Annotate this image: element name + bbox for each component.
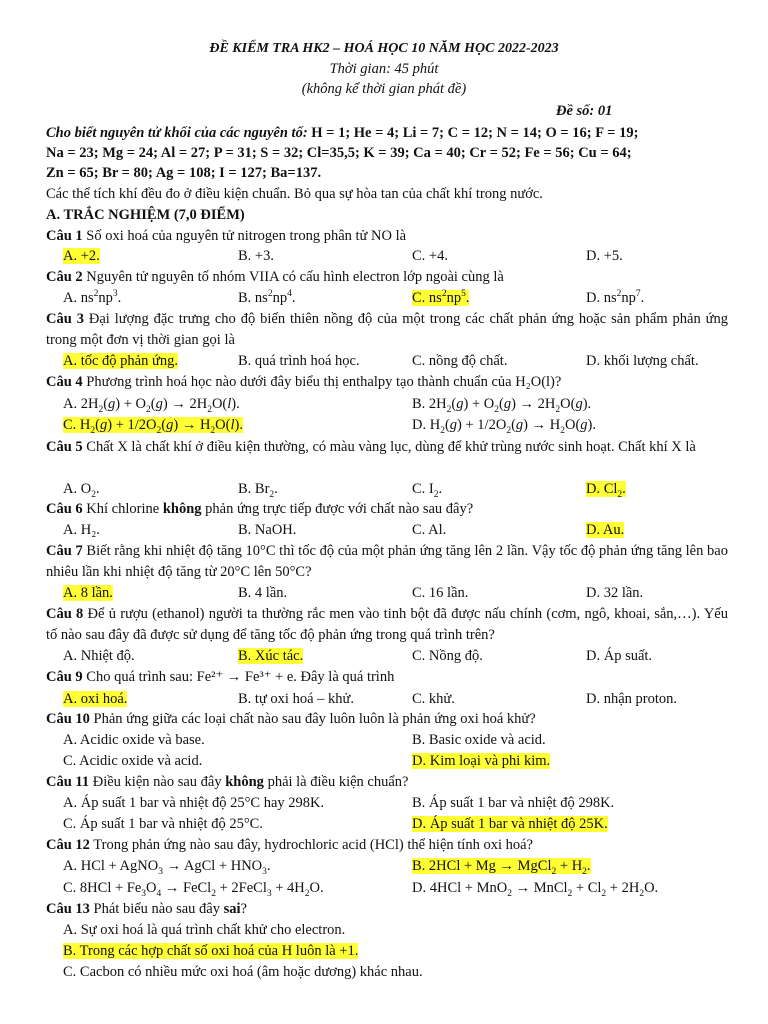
answer-text: D. Kim loại và phi kim. (412, 753, 551, 769)
question-7 (46, 541, 728, 582)
question-label: Câu 12 (46, 837, 90, 853)
answer-option[interactable] (412, 752, 550, 770)
answer-option[interactable]: D. $H_2(g) + 1/2O_2(g) \to H_2O(g)$. (412, 417, 596, 436)
question-label: Câu 1 (46, 228, 83, 244)
answer-option[interactable]: D. 32 lần. (586, 585, 644, 601)
answer-option[interactable]: C. +4. (412, 248, 448, 264)
exam-duration: Thời gian: 45 phút (329, 61, 439, 77)
question-text: Phản ứng giữa các loại chất nào sau đây luôn luôn là phản ứng oxi hoá khử? (89, 711, 536, 727)
answer-option[interactable]: D. khối lượng chất. (586, 353, 699, 369)
answer-text: A. +2. (63, 248, 100, 264)
atomic-mass-lead: Cho biết nguyên tử khối của các nguyên tố: (46, 125, 308, 141)
question-text: Số oxi hoá của nguyên tử nitrogen trong phân tử NO là (82, 228, 407, 244)
question-text: Đại lượng đặc trưng cho độ biến thiên nồng độ của một trong các chất phản ứng hoặc sản phẩm phản ứng trong một đơn vị thời gian gọi là (46, 311, 728, 348)
answer-option[interactable]: C. Acidic oxide và acid. (63, 753, 203, 769)
question-label: Câu 10 (46, 711, 90, 727)
question-text: ? (240, 901, 247, 917)
question-13 (46, 900, 247, 918)
question-text: Trong phản ứng nào sau đây, hydrochloric acid (HCl) thể hiện tính oxi hoá? (89, 837, 533, 853)
answer-option[interactable]: A. Sự oxi hoá là quá trình chất khử cho electron. (63, 922, 346, 938)
answer-option[interactable]: C. $8HCl + Fe_3O_4$ → FeCl$_2$ + 2FeCl$_3$ + $4H_2O$. (63, 880, 324, 899)
answer-option[interactable]: C. $H_2(g) + 1/2O_2(g) \to H_2O(l)$. (63, 417, 243, 436)
answer-option[interactable] (63, 690, 127, 708)
question-text: Chất X là chất khí ở điều kiện thường, có màu vàng lục, dùng để khử trùng nước sinh hoạt. Chất khí X là (82, 439, 696, 455)
answer-option[interactable]: C. Al. (412, 522, 447, 538)
answer-option[interactable] (63, 352, 178, 370)
answer-option[interactable] (238, 647, 303, 665)
answer-option[interactable]: B. quá trình hoá học. (238, 353, 360, 369)
question-text: Phát biểu nào sau đây (89, 901, 224, 917)
answer-option[interactable]: D. +5. (586, 248, 623, 264)
question-11 (46, 773, 408, 791)
question-1 (46, 227, 406, 245)
question-text: Nguyên tử nguyên tố nhóm VIIA có cấu hình electron lớp ngoài cùng là (82, 269, 504, 285)
exam-duration-note: (không kể thời gian phát đề) (301, 81, 467, 97)
answer-text: A. tốc độ phản ứng. (63, 353, 178, 369)
answer-option[interactable]: A. Áp suất 1 bar và nhiệt độ 25°C hay 298K. (63, 795, 325, 811)
question-4 (46, 373, 561, 391)
answer-option[interactable] (63, 942, 358, 960)
emphasis-text: sai (223, 901, 241, 917)
answer-option[interactable] (63, 247, 100, 265)
question-10 (46, 710, 536, 728)
answer-option[interactable]: D. $ns^2np^7$. (586, 289, 645, 306)
answer-option[interactable]: A. HCl + AgNO$_3$ → AgCl + $HNO_3$. (63, 858, 271, 877)
answer-option[interactable] (63, 584, 113, 602)
answer-option[interactable]: C. 16 lần. (412, 585, 469, 601)
atomic-mass-line-3: Zn = 65; Br = 80; Ag = 108; I = 127; Ba=137. (46, 165, 322, 181)
question-text: Khí chlorine (82, 501, 163, 517)
question-text: phải là điều kiện chuẩn? (263, 774, 409, 790)
answer-option[interactable]: C. khử. (412, 691, 455, 707)
exam-title: ĐỀ KIỂM TRA HK2 – HOÁ HỌC 10 NĂM HỌC 2022-2023 (209, 41, 559, 56)
question-label: Câu 13 (46, 901, 90, 917)
answer-text: A. 8 lần. (63, 585, 113, 601)
answer-option[interactable]: B. $ns^2np^4$. (238, 289, 296, 306)
answer-option[interactable]: C. Cacbon có nhiều mức oxi hoá (âm hoặc dương) khác nhau. (63, 964, 423, 980)
question-label: Câu 7 (46, 543, 83, 559)
emphasis-text: không (225, 774, 264, 790)
answer-option[interactable]: B. NaOH. (238, 522, 297, 538)
answer-text: D. Au. (586, 522, 625, 538)
question-text: Để ủ rượu (ethanol) người ta thường rắc men vào tinh bột đã được nấu chính (cơm, ngô, khoai, sắn,…). Yếu tố nào sau đây đã được sử dụng để tăng tốc độ phản ứng trong quá trình trên? (46, 606, 728, 643)
question-text: Cho quá trình sau: Fe²⁺ → Fe³⁺ + e. Đây là quá trình (82, 669, 395, 685)
answer-option[interactable]: B. 4 lần. (238, 585, 288, 601)
answer-option[interactable]: C. Áp suất 1 bar và nhiệt độ 25°C. (63, 816, 263, 832)
answer-text: D. Áp suất 1 bar và nhiệt độ 25K. (412, 816, 608, 832)
answer-text: A. oxi hoá. (63, 691, 128, 707)
question-12 (46, 836, 533, 854)
answer-option[interactable]: B. +3. (238, 248, 274, 264)
answer-option[interactable]: A. $ns^2np^3$. (63, 289, 122, 306)
answer-option[interactable]: A. Nhiệt độ. (63, 648, 135, 664)
question-label: Câu 4 (46, 374, 83, 390)
question-text: Phương trình hoá học nào dưới đây biểu thị enthalpy tạo thành chuẩn của H₂O(l)? (82, 374, 562, 390)
section-heading: A. TRẮC NGHIỆM (7,0 ĐIỂM) (46, 207, 245, 223)
atomic-mass-line-1 (46, 124, 638, 142)
question-3 (46, 309, 728, 350)
atomic-mass-values-1: H = 1; He = 4; Li = 7; C = 12; N = 14; O = 16; F = 19; (307, 125, 639, 141)
question-9 (46, 668, 394, 686)
question-label: Câu 6 (46, 501, 83, 517)
answer-option[interactable]: B. Basic oxide và acid. (412, 732, 546, 748)
answer-option[interactable]: C. $I_2$. (412, 481, 443, 500)
answer-option[interactable]: A. Acidic oxide và base. (63, 732, 205, 748)
answer-option[interactable]: A. $O_2$. (63, 481, 100, 500)
answer-option[interactable]: A. $2H_2(g) + O_2(g) \to 2H_2O(l)$. (63, 396, 240, 415)
question-label: Câu 2 (46, 269, 83, 285)
answer-option[interactable]: D. 4HCl + MnO$_2$ → MnCl$_2$ + $Cl_2 + 2H_2O$. (412, 880, 659, 899)
answer-option[interactable]: C. Nồng độ. (412, 648, 483, 664)
answer-option[interactable]: A. H₂. (63, 522, 100, 538)
exam-code: Đề số: 01 (556, 103, 613, 119)
question-text: Biết rằng khi nhiệt độ tăng 10°C thì tốc độ của một phản ứng tăng lên 2 lần. Vậy tốc độ phản ứng tăng lên bao nhiêu lần khi nhiệt độ tăng từ 20°C lên 50°C? (46, 543, 728, 580)
answer-option[interactable]: D. $Cl_2$. (586, 481, 626, 500)
question-label: Câu 11 (46, 774, 90, 790)
answer-option[interactable]: B. $2H_2(g) + O_2(g) \to 2H_2O(g)$. (412, 396, 592, 415)
answer-option[interactable] (412, 815, 608, 833)
question-text: Điều kiện nào sau đây (89, 774, 226, 790)
emphasis-text: không (162, 501, 202, 517)
answer-option[interactable]: B. tự oxi hoá – khử. (238, 691, 355, 707)
answer-option[interactable]: D. Áp suất. (586, 648, 653, 664)
answer-option[interactable]: D. nhận proton. (586, 691, 678, 707)
question-text: phản ứng trực tiếp được với chất nào sau đây? (201, 501, 474, 517)
answer-text: B. Trong các hợp chất số oxi hoá của H luôn là +1. (63, 943, 359, 959)
answer-option[interactable]: C. $ns^2np^5$. (412, 289, 470, 306)
question-label: Câu 5 (46, 439, 83, 455)
answer-option[interactable]: B. 2HCl + Mg → MgCl$_2$ + $H_2$. (412, 858, 591, 877)
answer-option[interactable]: B. Áp suất 1 bar và nhiệt độ 298K. (412, 795, 615, 811)
answer-option[interactable]: C. nồng độ chất. (412, 353, 508, 369)
question-label: Câu 3 (46, 311, 84, 327)
question-5 (46, 437, 728, 458)
question-6 (46, 500, 473, 518)
answer-option[interactable] (586, 521, 624, 539)
question-2 (46, 268, 504, 286)
answer-option[interactable]: B. $Br_2$. (238, 481, 278, 500)
question-label: Câu 9 (46, 669, 83, 685)
question-8 (46, 604, 728, 645)
atomic-mass-line-2: Na = 23; Mg = 24; Al = 27; P = 31; S = 32; Cl=35,5; K = 39; Ca = 40; Cr = 52; Fe = 56; Cu = 64; (46, 145, 632, 161)
answer-text: B. Xúc tác. (238, 648, 304, 664)
gas-volume-note: Các thể tích khí đều đo ở điều kiện chuẩn. Bỏ qua sự hòa tan của chất khí trong nước. (46, 186, 543, 202)
question-label: Câu 8 (46, 606, 84, 622)
